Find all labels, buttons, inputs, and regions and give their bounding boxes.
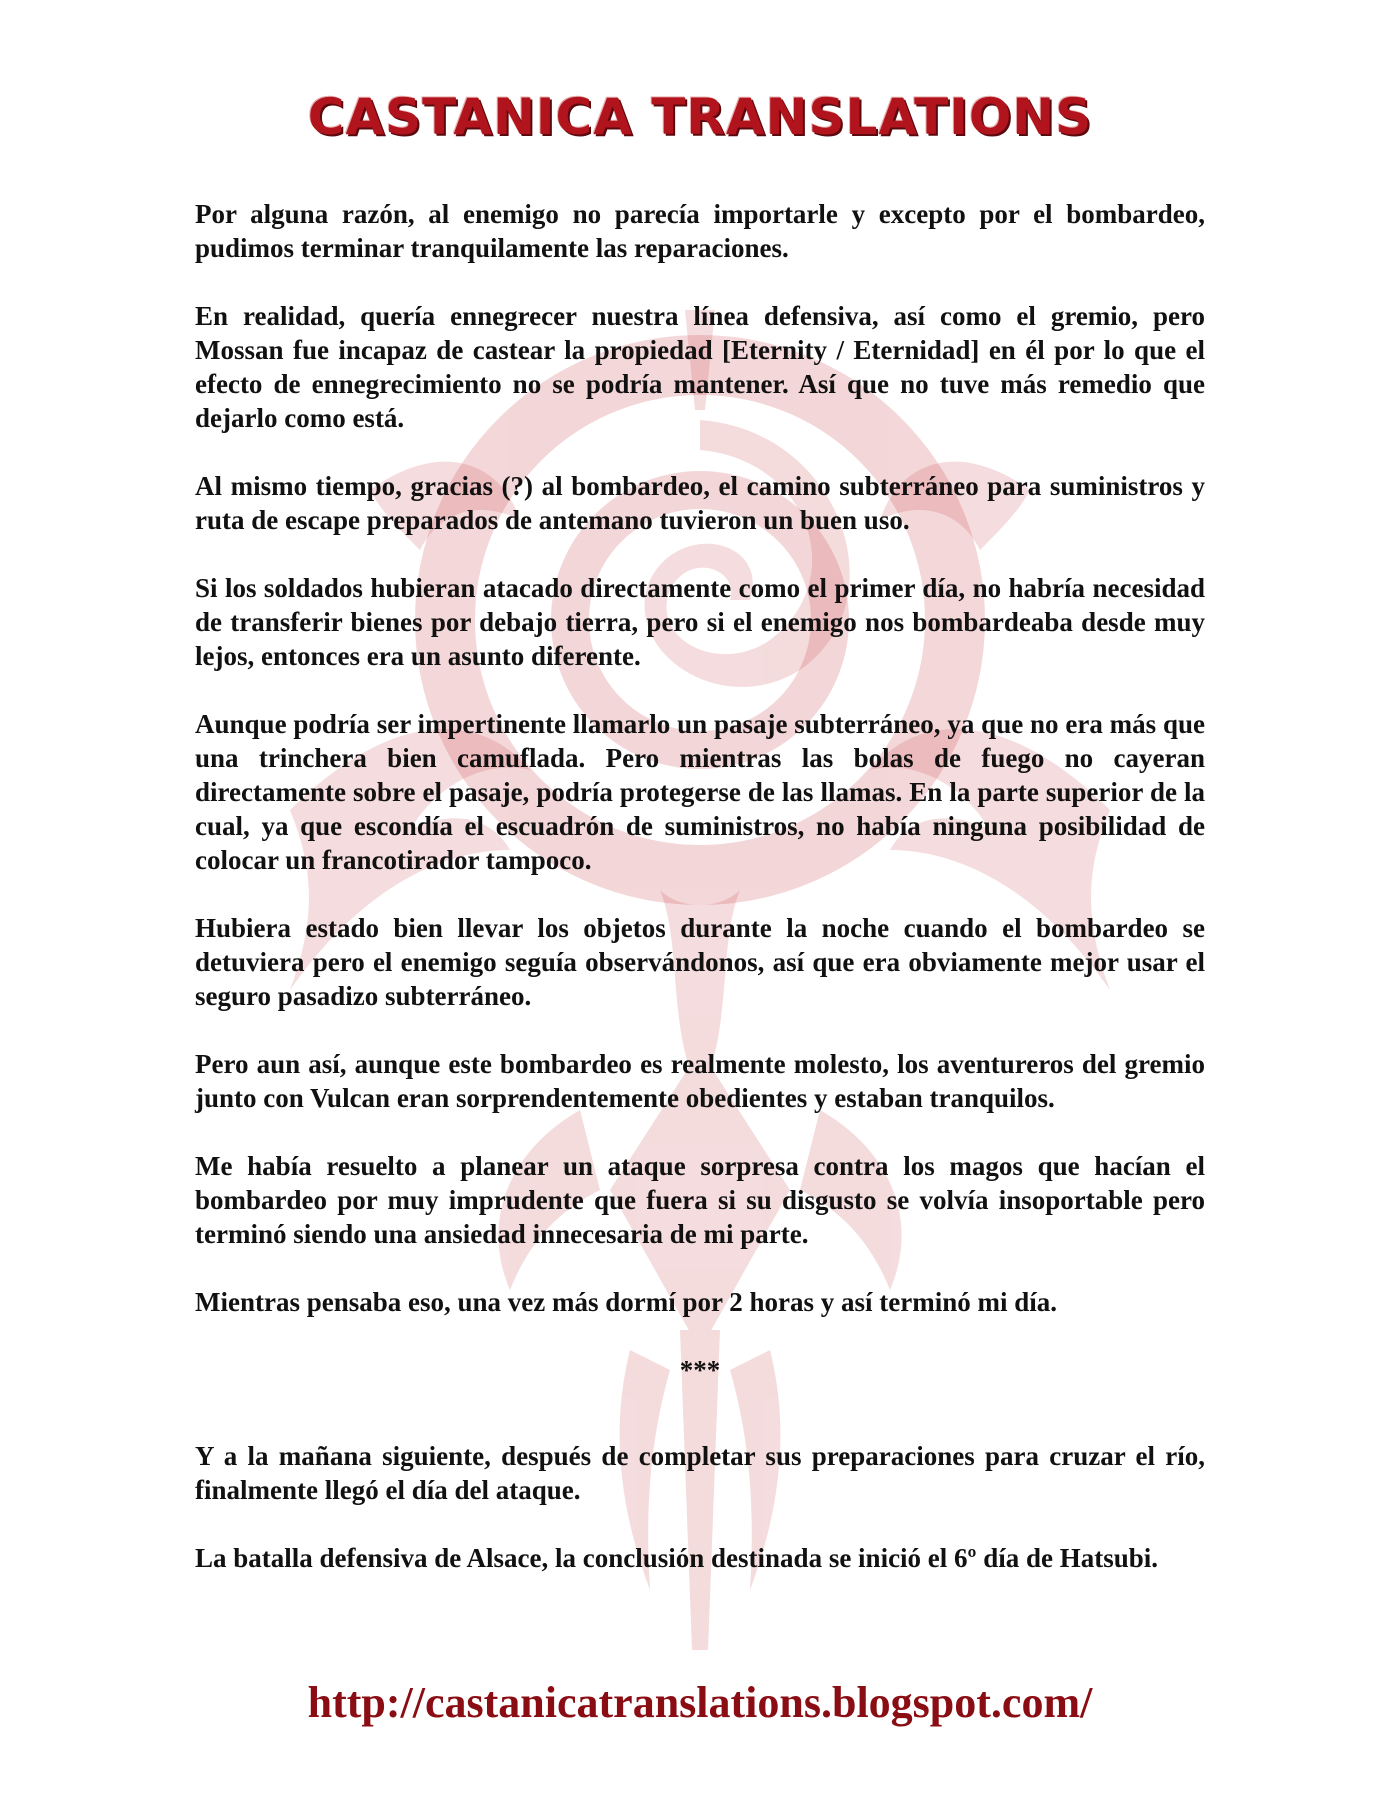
paragraph: Pero aun así, aunque este bombardeo es realmente molesto, los aventureros del gremio junto con Vulcan eran sorprendentemente obedientes y estaban tranquilos. [195,1049,1205,1113]
blog-url-link[interactable]: http://castanicatranslations.blogspot.com/ [307,1678,1093,1727]
paragraph: Al mismo tiempo, gracias (?) al bombardeo, el camino subterráneo para suministros y ruta de escape preparados de antemano tuvieron un buen uso. [195,471,1205,535]
paragraph: Me había resuelto a planear un ataque sorpresa contra los magos que hacían el bombardeo por muy imprudente que fuera si su disgusto se volvía insoportable pero terminó siendo una ansiedad innecesaria de mi parte. [195,1151,1205,1249]
site-title: CASTANICA TRANSLATIONS [307,88,1093,146]
page-header [0,88,1400,146]
paragraph: Por alguna razón, al enemigo no parecía importarle y excepto por el bombardeo, pudimos terminar tranquilamente las reparaciones. [195,199,1205,263]
paragraph: Y a la mañana siguiente, después de completar sus preparaciones para cruzar el río, finalmente llegó el día del ataque. [195,1441,1205,1505]
scene-separator: *** [679,1355,721,1385]
paragraph: Mientras pensaba eso, una vez más dormí por 2 horas y así terminó mi día. [195,1287,1057,1317]
paragraph: Hubiera estado bien llevar los objetos durante la noche cuando el bombardeo se detuviera pero el enemigo seguía observándonos, así que era obviamente mejor usar el seguro pasadizo subterráneo. [195,913,1205,1011]
paragraph: Si los soldados hubieran atacado directamente como el primer día, no habría necesidad de transferir bienes por debajo tierra, pero si el enemigo nos bombardeaba desde muy lejos, entonces era un asunto diferente. [195,573,1205,671]
paragraph: Aunque podría ser impertinente llamarlo un pasaje subterráneo, ya que no era más que una trinchera bien camuflada. Pero mientras las bolas de fuego no cayeran directamente sobre el pasaje, podría protegerse de las llamas. En la parte superior de la cual, ya que escondía el escuadrón de suministros, no había ninguna posibilidad de colocar un francotirador tampoco. [195,709,1205,875]
chapter-text [195,197,1205,1609]
paragraph: En realidad, quería ennegrecer nuestra línea defensiva, así como el gremio, pero Mossan fue incapaz de castear la propiedad [Eternity / Eternidad] en él por lo que el efecto de ennegrecimiento no se podría mantener. Así que no tuve más remedio que dejarlo como está. [195,301,1205,433]
paragraph: La batalla defensiva de Alsace, la conclusión destinada se inició el 6º día de Hatsubi. [195,1543,1159,1573]
